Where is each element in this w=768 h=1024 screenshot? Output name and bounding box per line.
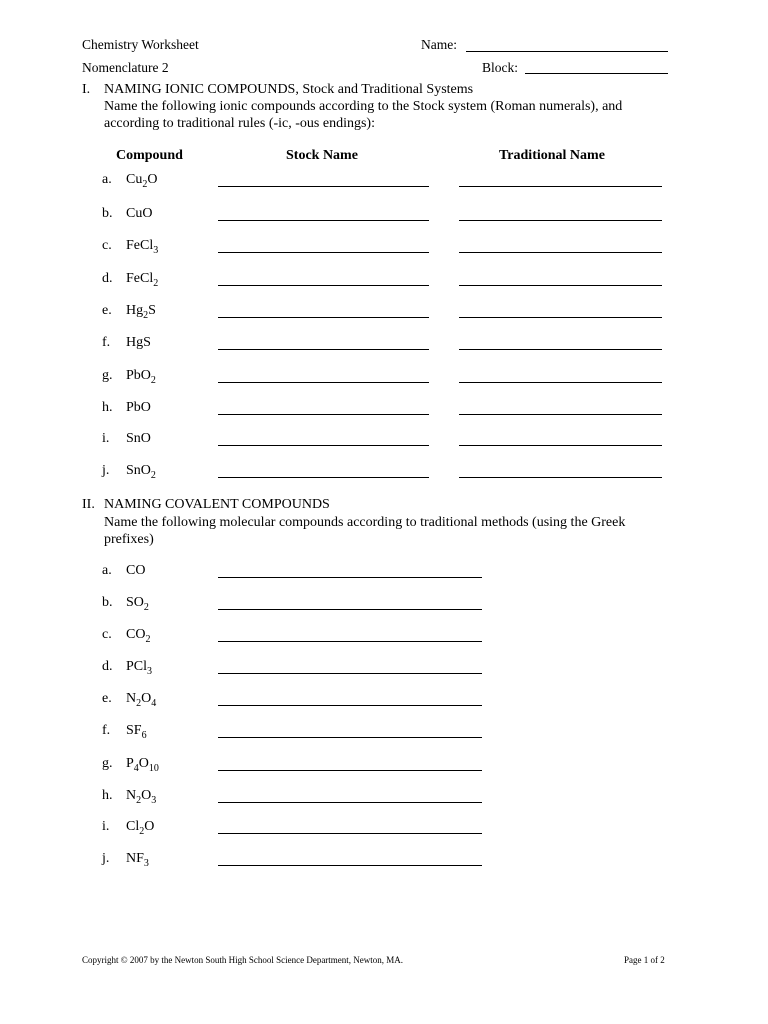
- column-stock-name: Stock Name: [286, 148, 358, 163]
- item-letter: h.: [102, 400, 113, 415]
- formula-text: NF: [126, 851, 144, 866]
- item-letter: d.: [102, 271, 113, 286]
- compound-formula: [126, 756, 159, 772]
- covalent-name-answer-line[interactable]: [218, 577, 482, 578]
- formula-text: O: [144, 819, 155, 834]
- item-letter: f.: [102, 723, 111, 738]
- stock-name-answer-line[interactable]: [218, 477, 429, 478]
- stock-name-answer-line[interactable]: [218, 220, 429, 221]
- block-field[interactable]: [525, 73, 668, 74]
- covalent-name-answer-line[interactable]: [218, 609, 482, 610]
- formula-text: PbO: [126, 400, 151, 415]
- formula-subscript: 4: [151, 697, 157, 709]
- traditional-name-answer-line[interactable]: [459, 317, 662, 318]
- formula-text: S: [148, 303, 156, 318]
- formula-text: SO: [126, 595, 144, 610]
- item-letter: e.: [102, 303, 112, 318]
- formula-text: O: [147, 172, 158, 187]
- compound-formula: [126, 271, 158, 287]
- footer-page-number: Page 1 of 2: [624, 955, 665, 965]
- item-letter: d.: [102, 659, 113, 674]
- name-label: Name:: [421, 37, 457, 52]
- compound-formula: [126, 206, 152, 222]
- compound-formula: [126, 595, 149, 611]
- stock-name-answer-line[interactable]: [218, 382, 429, 383]
- stock-name-answer-line[interactable]: [218, 252, 429, 253]
- formula-text: SnO: [126, 431, 151, 446]
- formula-subscript: 4: [133, 762, 139, 774]
- formula-subscript: 2: [143, 601, 149, 613]
- compound-formula: [126, 431, 151, 447]
- section2-number: II.: [82, 497, 95, 512]
- traditional-name-answer-line[interactable]: [459, 382, 662, 383]
- compound-formula: [126, 627, 150, 643]
- compound-formula: [126, 563, 145, 579]
- worksheet-subtitle: Nomenclature 2: [82, 60, 169, 75]
- compound-formula: [126, 851, 149, 867]
- formula-text: SF: [126, 723, 142, 738]
- item-letter: h.: [102, 788, 113, 803]
- item-letter: g.: [102, 368, 113, 383]
- traditional-name-answer-line[interactable]: [459, 252, 662, 253]
- compound-formula: [126, 400, 151, 416]
- covalent-name-answer-line[interactable]: [218, 865, 482, 866]
- stock-name-answer-line[interactable]: [218, 186, 429, 187]
- covalent-name-answer-line[interactable]: [218, 802, 482, 803]
- compound-formula: [126, 463, 156, 479]
- compound-formula: [126, 335, 151, 351]
- item-letter: f.: [102, 335, 111, 350]
- formula-text: O: [141, 691, 152, 706]
- item-letter: c.: [102, 627, 112, 642]
- stock-name-answer-line[interactable]: [218, 445, 429, 446]
- formula-subscript: 10: [148, 762, 159, 774]
- formula-subscript: 2: [153, 277, 159, 289]
- formula-subscript: 3: [143, 857, 149, 869]
- formula-subscript: 3: [147, 665, 153, 677]
- compound-formula: [126, 303, 156, 319]
- column-compound: Compound: [116, 148, 183, 163]
- covalent-name-answer-line[interactable]: [218, 737, 482, 738]
- item-letter: j.: [102, 851, 110, 866]
- compound-formula: [126, 691, 156, 707]
- item-letter: b.: [102, 595, 113, 610]
- traditional-name-answer-line[interactable]: [459, 349, 662, 350]
- compound-formula: [126, 788, 156, 804]
- traditional-name-answer-line[interactable]: [459, 285, 662, 286]
- formula-text: O: [141, 788, 152, 803]
- item-letter: g.: [102, 756, 113, 771]
- item-letter: c.: [102, 238, 112, 253]
- compound-formula: [126, 172, 157, 188]
- column-traditional-name: Traditional Name: [499, 148, 605, 163]
- section1-instructions: Name the following ionic compounds according to the Stock system (Roman numerals), and according to traditional rules (-ic, -ous endings):: [104, 99, 623, 131]
- footer-copyright: Copyright © 2007 by the Newton South High School Science Department, Newton, MA.: [82, 955, 404, 965]
- item-letter: i.: [102, 431, 110, 446]
- formula-subscript: 6: [141, 729, 147, 741]
- item-letter: a.: [102, 172, 112, 187]
- formula-text: FeCl: [126, 271, 154, 286]
- formula-subscript: 3: [151, 794, 157, 806]
- item-letter: b.: [102, 206, 113, 221]
- formula-text: CuO: [126, 206, 153, 221]
- formula-subscript: 2: [139, 825, 145, 837]
- traditional-name-answer-line[interactable]: [459, 445, 662, 446]
- traditional-name-answer-line[interactable]: [459, 477, 662, 478]
- formula-text: Cu: [126, 172, 143, 187]
- formula-text: HgS: [126, 335, 151, 350]
- item-letter: j.: [102, 463, 110, 478]
- covalent-name-answer-line[interactable]: [218, 673, 482, 674]
- stock-name-answer-line[interactable]: [218, 285, 429, 286]
- compound-formula: [126, 723, 147, 739]
- formula-text: SnO: [126, 463, 151, 478]
- formula-subscript: 2: [142, 178, 148, 190]
- block-label: Block:: [482, 60, 518, 75]
- formula-text: Hg: [126, 303, 144, 318]
- formula-subscript: 2: [143, 309, 149, 321]
- section1-number: I.: [82, 82, 91, 97]
- formula-subscript: 2: [136, 697, 142, 709]
- formula-text: Cl: [126, 819, 140, 834]
- formula-text: N: [126, 788, 137, 803]
- formula-text: N: [126, 691, 137, 706]
- section1-title: NAMING IONIC COMPOUNDS, Stock and Traditional Systems: [104, 82, 474, 97]
- formula-text: PbO: [126, 368, 151, 383]
- item-letter: e.: [102, 691, 112, 706]
- covalent-name-answer-line[interactable]: [218, 770, 482, 771]
- traditional-name-answer-line[interactable]: [459, 414, 662, 415]
- worksheet-title: Chemistry Worksheet: [82, 37, 199, 52]
- formula-text: O: [138, 756, 149, 771]
- formula-text: P: [126, 756, 134, 771]
- compound-formula: [126, 368, 156, 384]
- compound-formula: [126, 238, 158, 254]
- formula-subscript: 2: [145, 633, 151, 645]
- formula-subscript: 3: [153, 244, 159, 256]
- formula-subscript: 2: [150, 374, 156, 386]
- compound-formula: [126, 819, 154, 835]
- name-field[interactable]: [466, 51, 668, 52]
- traditional-name-answer-line[interactable]: [459, 186, 662, 187]
- item-letter: a.: [102, 563, 112, 578]
- covalent-name-answer-line[interactable]: [218, 705, 482, 706]
- section2-instructions: Name the following molecular compounds according to traditional methods (using the Greek prefixes): [104, 515, 626, 547]
- compound-formula: [126, 659, 152, 675]
- formula-text: CO: [126, 627, 146, 642]
- section2-title: NAMING COVALENT COMPOUNDS: [104, 497, 330, 512]
- formula-text: CO: [126, 563, 146, 578]
- formula-text: FeCl: [126, 238, 154, 253]
- formula-subscript: 2: [136, 794, 142, 806]
- stock-name-answer-line[interactable]: [218, 414, 429, 415]
- formula-subscript: 2: [150, 469, 156, 481]
- covalent-name-answer-line[interactable]: [218, 641, 482, 642]
- covalent-name-answer-line[interactable]: [218, 833, 482, 834]
- stock-name-answer-line[interactable]: [218, 349, 429, 350]
- stock-name-answer-line[interactable]: [218, 317, 429, 318]
- item-letter: i.: [102, 819, 110, 834]
- formula-text: PCl: [126, 659, 148, 674]
- traditional-name-answer-line[interactable]: [459, 220, 662, 221]
